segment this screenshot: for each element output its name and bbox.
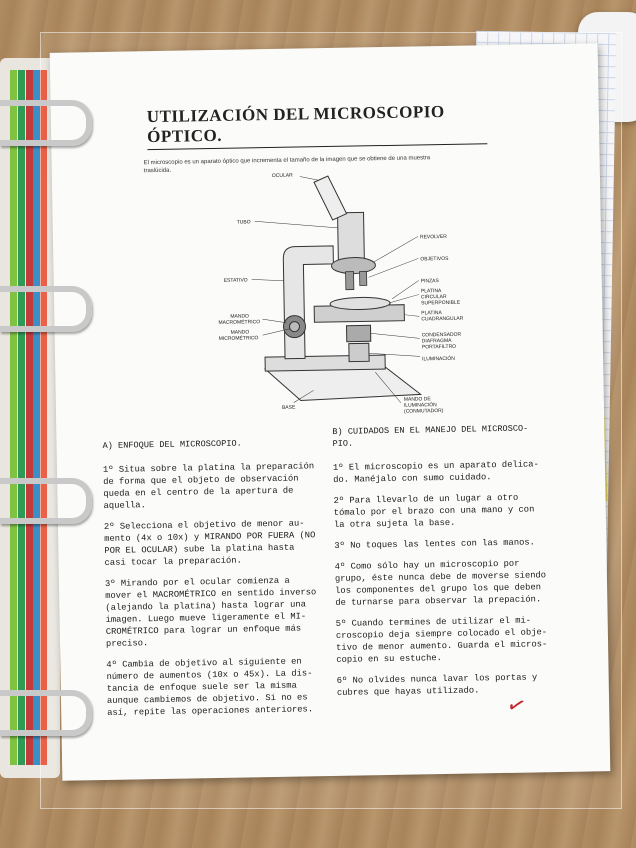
illuminator (349, 343, 369, 361)
label-estativo: ESTATIVO (223, 277, 248, 284)
label-condensador: PORTAFILTRO (421, 343, 457, 351)
label-micrometrico: MICROMÉTRICO (218, 335, 259, 342)
label-mando-iluminacion: MANDO DE (403, 396, 431, 403)
label-condensador: DIAFRAGMA (421, 337, 452, 345)
micro-knob (289, 322, 299, 332)
section-a-item: 3º Mirando por el ocular comienza a mover el MACROMÉTRICO en sentido inverso (alejando la platina) hasta lograr una imagen. Luego mueve ligeramente el MI- CROMÉTRICO para lograr un enfoque más preciso. (104, 575, 317, 649)
label-base: BASE (281, 404, 296, 411)
label-micrometrico: MANDO (230, 329, 250, 336)
section-b-item: 1º El microscopio es un aparato delica- do. Manéjalo con sumo cuidado. (332, 459, 539, 485)
section-a (102, 436, 341, 728)
section-a-item: 1º Situa sobre la platina la preparación de forma que el objeto de observación queda en el centro de la apertura de aquella. (102, 461, 315, 511)
intro-text: El microscopio es un aparato óptico que incrementa el tamaño de la imagen que se obtiene de una muestra traslúcida. (143, 155, 431, 175)
section-a-item: 4º Cambia de objetivo al siguiente en número de aumentos (10x o 45x). La dis- tancia de enfoque suele ser la misma aunque cambiemos de objetivo. Si no es así, repite las operaciones anteriores. (106, 656, 314, 718)
eyepiece (314, 176, 347, 221)
section-a-item: 2º Selecciona el objetivo de menor au- mento (4x o 10x) y MIRANDO POR FUERA (NO POR EL OCULAR) sube la platina hasta casi tocar la preparación. (103, 518, 316, 568)
label-pinzas: PINZAS (420, 278, 439, 285)
binder-ring (0, 478, 92, 524)
section-b (332, 422, 581, 708)
tube (338, 212, 365, 262)
section-b-item: 4º Como sólo hay un microscopio por grupo, éste nunca debe de moverse siendo los componentes del grupo los que deben de turnarse para observar la prepación. (334, 558, 547, 608)
label-macrometrico: MACROMÉTRICO (218, 319, 261, 326)
label-objetivos: OBJETIVOS (420, 255, 449, 263)
objective (346, 272, 354, 290)
arm (283, 246, 335, 359)
divider-tab (26, 70, 33, 765)
section-b-heading: B) CUIDADOS EN EL MANEJO DEL MICROSCO- PIO. (332, 423, 529, 449)
label-tubo: TUBO (236, 219, 251, 226)
divider-tab (10, 70, 17, 765)
label-platina-circular: PLATINA (420, 288, 442, 295)
microscope-diagram (132, 165, 496, 421)
divider-tab (18, 70, 25, 765)
label-iluminacion: ILUMINACIÓN (422, 355, 455, 363)
label-ocular: OCULAR (271, 172, 293, 179)
binder-ring (0, 100, 92, 146)
section-b-item: 3º No toques las lentes con las manos. (334, 537, 536, 551)
label-condensador: CONDENSADOR (421, 331, 462, 339)
section-a-heading: A) ENFOQUE DEL MICROSCOPIO. (102, 438, 242, 451)
red-check-mark: ✓ (503, 690, 530, 721)
microscope-base (265, 366, 421, 401)
label-platina-circular: CIRCULAR (420, 293, 447, 301)
binder-ring (0, 286, 92, 332)
label-macrometrico: MANDO (230, 313, 249, 320)
label-revolver: REVOLVER (419, 233, 447, 241)
worksheet (50, 43, 611, 780)
label-platina-circular: SUPERPONIBLE (421, 299, 461, 307)
page-title: UTILIZACIÓN DEL MICROSCOPIO ÓPTICO. (147, 101, 488, 150)
section-b-item: 6º No olvides nunca lavar los portas y cubres que hayas utilizado. (336, 672, 538, 698)
section-b-item: 5º Cuando termines de utilizar el mi- croscopio deja siempre colocado el obje- tivo de menor aumento. Guarda el micros- copio en su estuche. (335, 615, 548, 665)
label-platina-cuadrangular: CUADRANGULAR (421, 315, 464, 323)
section-b-item: 2º Para llevarlo de un lugar a otro tómalo por el brazo con una mano y con la otra sujeta la base. (333, 492, 535, 530)
label-mando-iluminacion: (CONMUTADOR) (403, 408, 444, 415)
binder-ring (0, 690, 92, 736)
label-platina-cuadrangular: PLATINA (421, 310, 442, 317)
condenser (346, 325, 370, 341)
divider-tab (33, 70, 40, 765)
label-mando-iluminacion: ILUMINACIÓN (403, 402, 437, 409)
objective (360, 271, 367, 285)
